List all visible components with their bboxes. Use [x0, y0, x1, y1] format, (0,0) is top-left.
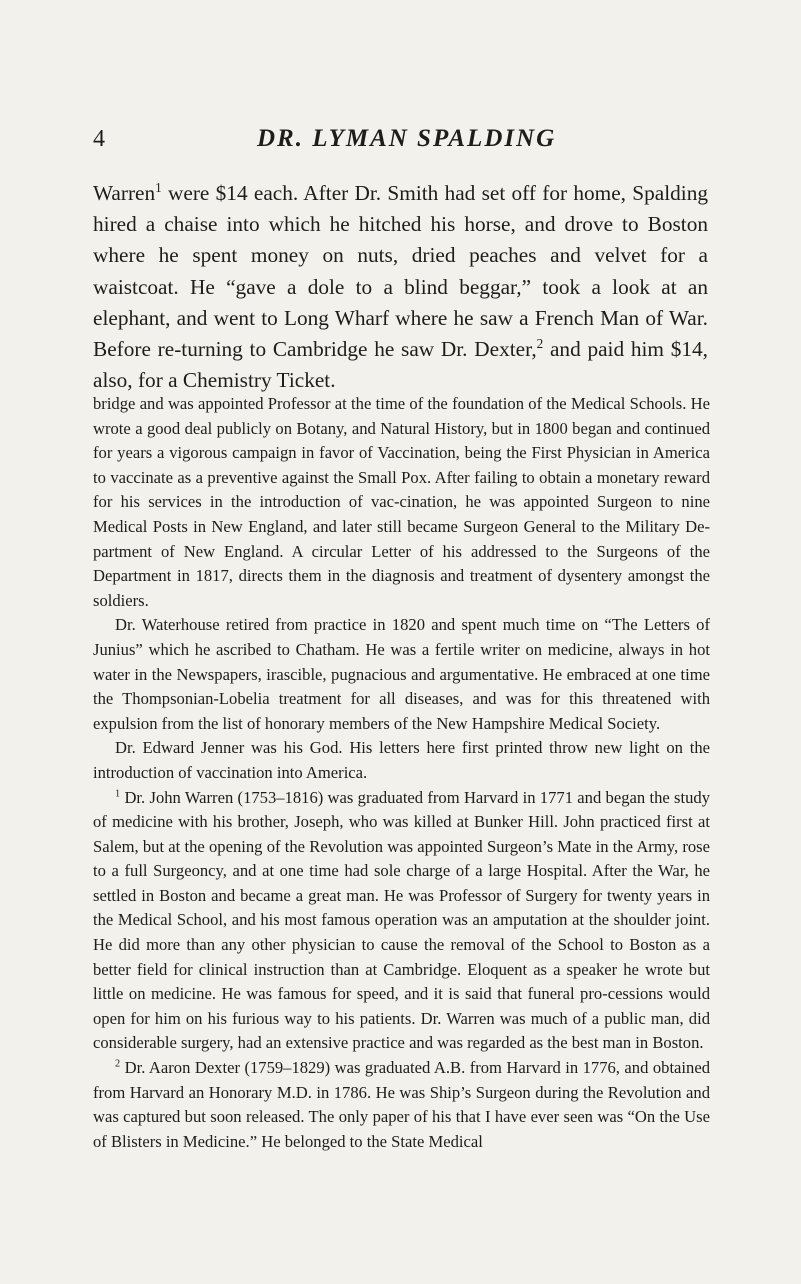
footnote-2-marker: 2	[115, 1058, 121, 1070]
running-head: DR. LYMAN SPALDING	[257, 125, 557, 152]
main-text	[93, 178, 708, 396]
jenner-paragraph: Dr. Edward Jenner was his God. His letters here first printed throw new light on the introduction of vaccination into America.	[93, 738, 710, 782]
main-paragraph	[93, 178, 708, 396]
footnote-reference-1: 1	[155, 179, 162, 195]
footnote-2	[93, 1056, 710, 1154]
footnote-1	[93, 786, 710, 1057]
footnote-reference-2: 2	[536, 335, 544, 351]
main-text-middle: were $14 each. After Dr. Smith had set off for home, Spalding hired a chaise into which he hitched his horse, and drove to Boston where he spent money on nuts, dried peaches and velvet for a waistcoat. He “gave a dole to a blind beggar,” took a look at an elephant, and went to Long Wharf where he saw a French Man of War. Before re-turning to Cambridge he saw Dr. Dexter,	[93, 181, 708, 362]
main-text-start: Warren	[93, 181, 156, 205]
footnote-1-text: Dr. John Warren (1753–1816) was graduated from Harvard in 1771 and began the study of medicine with his brother, Joseph, who was killed at Bunker Hill. John practiced first at Salem, but at the opening of the Revolution was appointed Surgeon’s Mate in the Army, rose to a full Surgeoncy, and at one time had sole charge of a large Hospital. After the War, he settled in Boston and became a great man. He was Professor of Surgery for twenty years in the Medical School, and his most famous operation was an amputation at the shoulder joint. He did more than any other physician to cause the removal of the School to Boston as a better field for clinical instruction than at Cambridge. Eloquent as a speaker he wrote but little on medicine. He was famous for speed, and it is said that funeral pro-cessions would open for him on his furious way to his patients. Dr. Warren was much of a public man, did considerable surgery, had an extensive practice and was regarded as the best man in Boston.	[93, 787, 710, 1053]
footnote-2-text: Dr. Aaron Dexter (1759–1829) was graduated A.B. from Harvard in 1776, and obtained from Harvard an Honorary M.D. in 1786. He was Ship’s Surgeon during the Revolution and was captured but soon released. The only paper of his that I have ever seen was “On the Use of Blisters in Medicine.” He belonged to the State Medical	[93, 1058, 710, 1151]
page-header	[93, 121, 713, 157]
footnotes	[93, 392, 710, 1154]
page-number: 4	[93, 126, 105, 152]
footnote-continuation: bridge and was appointed Professor at the time of the foundation of the Medical Schools. He wrote a good deal publicly on Botany, and Natural History, but in 1800 began and continued for years a vigorous campaign in favor of Vaccination, being the First Physician in America to vaccinate as a preventive against the Small Pox. After failing to obtain a monetary reward for his services in the introduction of vac-cination, he was appointed Surgeon to nine Medical Posts in New England, and later still became Surgeon General to the Military De-partment of New England. A circular Letter of his addressed to the Surgeons of the Department in 1817, directs them in the diagnosis and treatment of dysentery amongst the soldiers.	[93, 394, 710, 610]
main-text-end: and paid him $14, also, for a Chemistry Ticket.	[93, 337, 708, 393]
waterhouse-paragraph: Dr. Waterhouse retired from practice in 1820 and spent much time on “The Letters of Junius” which he ascribed to Chatham. He was a fertile writer on medicine, always in hot water in the Newspapers, irascible, pugnacious and argumentative. He embraced at one time the Thompsonian-Lobelia treatment for all diseases, and was for this threatened with expulsion from the list of honorary members of the New Hampshire Medical Society.	[93, 615, 710, 733]
footnote-1-marker: 1	[115, 787, 121, 799]
